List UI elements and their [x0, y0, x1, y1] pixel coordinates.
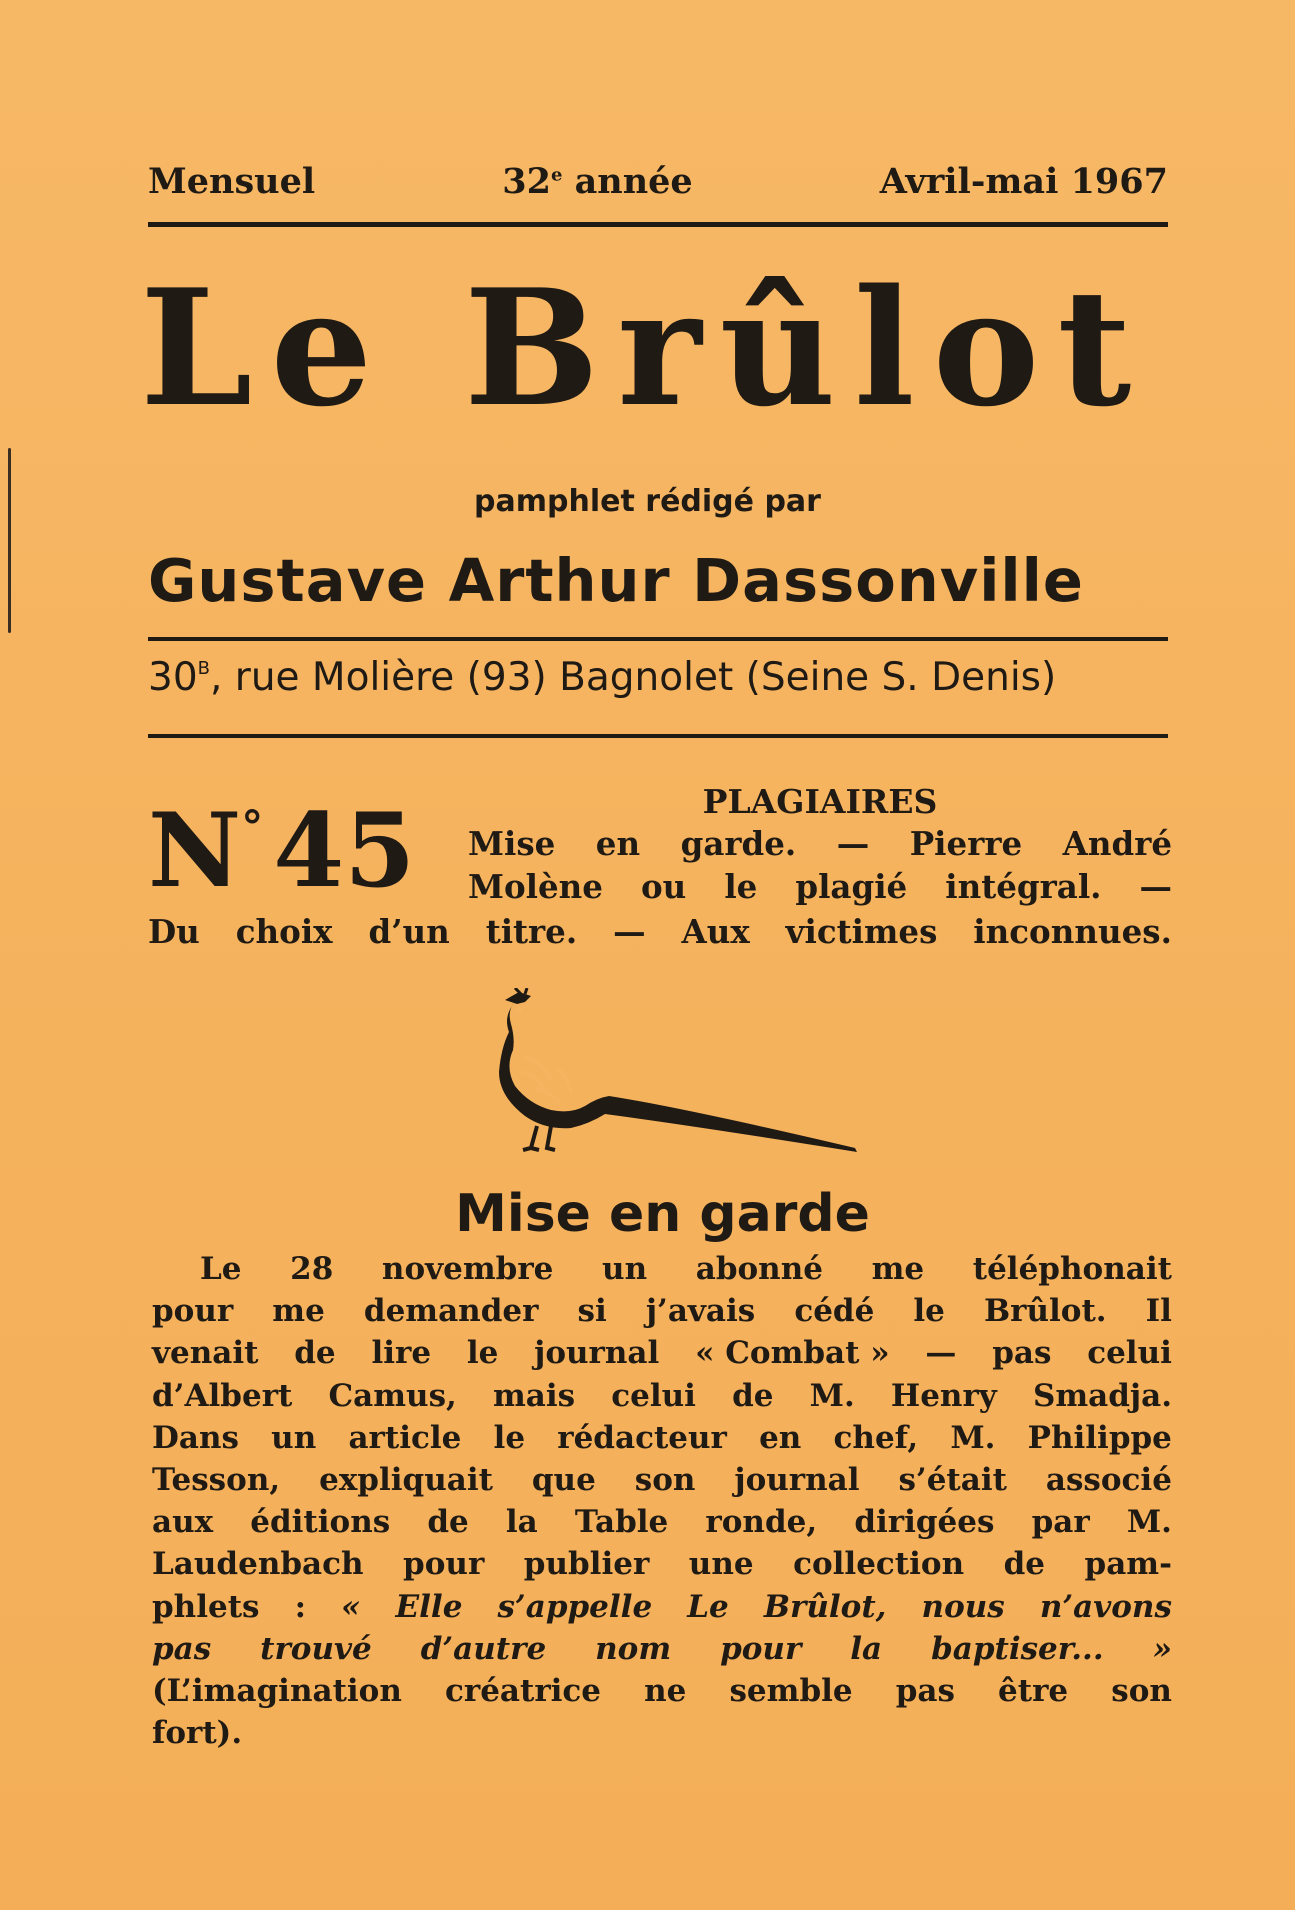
article-word: d’Albert — [152, 1377, 293, 1414]
article-word: novembre — [381, 1251, 554, 1287]
article-line — [152, 1670, 1172, 1712]
article-body — [152, 1248, 1172, 1754]
article-word: Le — [200, 1251, 242, 1287]
issue-number — [148, 791, 416, 911]
article-word: nous — [921, 1588, 1005, 1625]
article-word: ne — [644, 1673, 687, 1710]
article-word: Il — [1145, 1293, 1172, 1330]
address — [148, 655, 1168, 700]
article-word: Brûlot. — [983, 1293, 1107, 1330]
article-word: venait — [152, 1335, 259, 1372]
article-line — [152, 1586, 1172, 1628]
article-word: dirigées — [854, 1504, 995, 1541]
article-word: collection — [793, 1546, 965, 1583]
article-word: baptiser... — [931, 1630, 1104, 1667]
pheasant-icon — [485, 988, 860, 1158]
article-word: être — [998, 1673, 1069, 1710]
address-number-suffix: B — [197, 658, 210, 679]
article-word: Dans — [152, 1419, 239, 1456]
article-word: demander — [363, 1293, 539, 1330]
article-word: un — [602, 1251, 648, 1287]
article-word: fort). — [152, 1715, 243, 1752]
year-word: année — [562, 161, 693, 202]
article-line — [152, 1417, 1172, 1459]
article-word: pour — [403, 1546, 485, 1583]
article-word: Philippe — [1027, 1419, 1172, 1456]
article-word: celui — [611, 1377, 696, 1414]
article-line — [152, 1543, 1172, 1585]
address-number: 30 — [148, 655, 198, 700]
article-word: pas — [895, 1673, 955, 1710]
article-word: me — [272, 1293, 325, 1330]
article-word: me — [871, 1251, 925, 1287]
article-word: nom — [595, 1630, 672, 1667]
article-line — [152, 1459, 1172, 1501]
article-word: pas — [152, 1630, 212, 1667]
article-line — [152, 1501, 1172, 1543]
article-word: « — [341, 1588, 361, 1625]
article-word: : — [294, 1588, 307, 1625]
article-word: aux — [152, 1504, 214, 1541]
article-word: mais — [493, 1377, 576, 1414]
article-word: semble — [729, 1673, 853, 1710]
contents-line-full — [148, 910, 1172, 953]
article-word: la — [850, 1630, 883, 1667]
article-word: M. — [1126, 1504, 1172, 1541]
article-word: pour — [152, 1293, 234, 1330]
article-word: M. — [809, 1377, 855, 1414]
article-word: le — [493, 1419, 526, 1456]
article-word: Elle — [395, 1588, 463, 1625]
article-word: — — [925, 1335, 957, 1372]
contents-word: inconnues. — [973, 912, 1172, 951]
article-word: 28 — [290, 1251, 334, 1287]
article-line — [152, 1712, 1172, 1754]
article-word: Laudenbach — [152, 1546, 364, 1583]
contents-list — [468, 822, 1172, 908]
article-word: son — [634, 1462, 696, 1499]
article-word: pour — [720, 1630, 802, 1667]
article-word: un — [271, 1419, 317, 1456]
article-title: Mise en garde — [455, 1184, 870, 1244]
article-word: d’autre — [420, 1630, 547, 1667]
article-word: (L’imagination — [152, 1673, 402, 1710]
year-ordinal: e — [550, 164, 563, 186]
article-word: pam- — [1084, 1546, 1172, 1583]
article-word: phlets — [152, 1588, 260, 1625]
article-word: Henry — [890, 1377, 997, 1414]
article-word: la — [505, 1504, 538, 1541]
article-word: chef, — [833, 1419, 919, 1456]
article-word: de — [1003, 1546, 1046, 1583]
article-word: le — [466, 1335, 499, 1372]
article-word: son — [1111, 1673, 1172, 1710]
year-number: 32 — [502, 161, 551, 202]
article-word: téléphonait — [972, 1251, 1172, 1287]
staple-mark — [8, 448, 11, 633]
article-word: pas — [992, 1335, 1052, 1372]
article-word: de — [294, 1335, 336, 1372]
article-word: trouvé — [260, 1630, 372, 1667]
article-word: Tesson, — [152, 1462, 281, 1499]
article-word: journal — [734, 1462, 860, 1499]
article-word: s’appelle — [497, 1588, 653, 1625]
article-word: n’avons — [1039, 1588, 1172, 1625]
article-word: si — [577, 1293, 607, 1330]
article-word: s’était — [898, 1462, 1007, 1499]
article-word: Camus, — [328, 1377, 457, 1414]
publication-title: Le Brûlot — [140, 254, 1150, 442]
contents-word: d’un — [368, 912, 450, 951]
article-word: créatrice — [444, 1673, 602, 1710]
article-word: cédé — [794, 1293, 875, 1330]
article-word: abonné — [695, 1251, 823, 1287]
contents-word: choix — [235, 912, 333, 951]
contents-word: victimes — [785, 912, 938, 951]
article-word: Brûlot, — [763, 1588, 887, 1625]
author-name: Gustave Arthur Dassonville — [148, 546, 1084, 615]
article-line — [152, 1290, 1172, 1332]
contents-line: Mise en garde. — Pierre André — [468, 824, 1172, 863]
issue-prefix: N — [148, 791, 242, 911]
article-word: article — [348, 1419, 462, 1456]
article-word: que — [531, 1462, 596, 1499]
article-line — [152, 1248, 1172, 1290]
article-line — [152, 1375, 1172, 1417]
article-word: éditions — [250, 1504, 391, 1541]
rule-address-bottom — [148, 734, 1168, 738]
article-word: de — [732, 1377, 774, 1414]
article-word: lire — [371, 1335, 432, 1372]
issue-degree: ° — [241, 802, 264, 853]
article-word: expliquait — [319, 1462, 493, 1499]
subtitle: pamphlet rédigé par — [474, 484, 821, 519]
article-word: publier — [523, 1546, 650, 1583]
article-word: » — [1152, 1630, 1172, 1667]
frequency-label: Mensuel — [148, 161, 316, 202]
article-word: une — [688, 1546, 754, 1583]
article-word: associé — [1045, 1462, 1172, 1499]
article-word: Smadja. — [1032, 1377, 1172, 1414]
contents-word: Du — [148, 912, 200, 951]
rule-top — [148, 222, 1168, 227]
article-word: en — [759, 1419, 802, 1456]
year-label — [502, 161, 692, 202]
article-word: le — [913, 1293, 945, 1330]
contents-line: Molène ou le plagié intégral. — — [468, 867, 1172, 906]
article-word: M. — [950, 1419, 996, 1456]
article-line — [152, 1332, 1172, 1374]
article-word: « Combat » — [695, 1335, 890, 1372]
issue-date: Avril-mai 1967 — [879, 161, 1168, 202]
article-word: Table — [574, 1504, 669, 1541]
article-word: j’avais — [645, 1293, 756, 1330]
issue-digits: 45 — [273, 791, 416, 911]
article-word: rédacteur — [557, 1419, 727, 1456]
contents-word: titre. — [485, 912, 578, 951]
article-word: celui — [1087, 1335, 1172, 1372]
contents-word: Aux — [681, 912, 750, 951]
article-word: Le — [687, 1588, 729, 1625]
rule-address-top — [148, 637, 1168, 641]
article-line — [152, 1628, 1172, 1670]
article-word: par — [1031, 1504, 1090, 1541]
contents-heading: PLAGIAIRES — [702, 782, 938, 821]
masthead-row — [148, 158, 1168, 202]
article-word: de — [427, 1504, 469, 1541]
contents-word: — — [613, 912, 646, 951]
article-word: journal — [534, 1335, 660, 1372]
address-street: , rue Molière (93) Bagnolet (Seine S. Denis) — [210, 655, 1057, 700]
article-word: ronde, — [705, 1504, 818, 1541]
